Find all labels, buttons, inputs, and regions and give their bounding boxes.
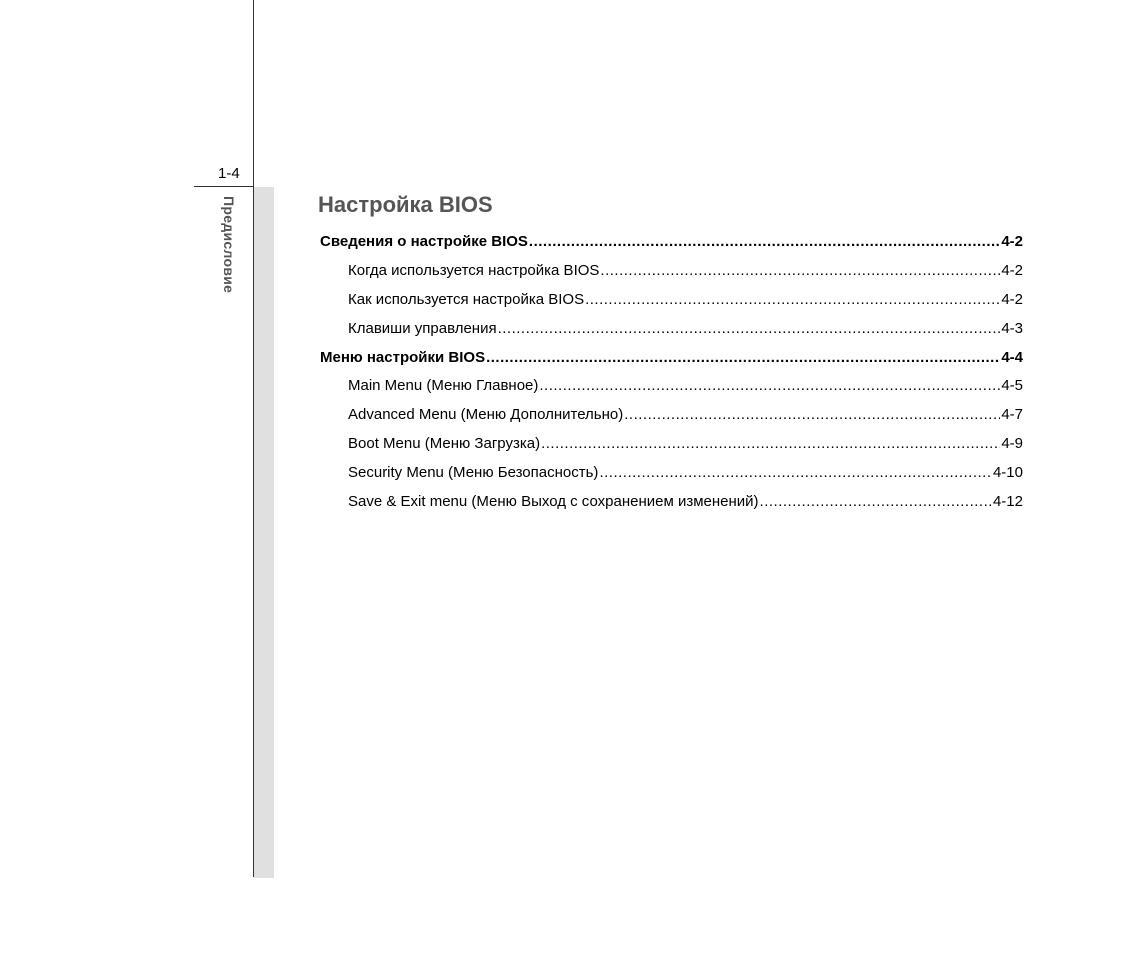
toc-leader-dots [599,464,992,481]
toc-leader-dots [585,291,1000,308]
toc-entry[interactable] [320,233,1023,262]
toc-entry[interactable] [320,262,1023,291]
toc-entry-page: 4-12 [992,493,1023,511]
toc-entry[interactable] [320,406,1023,435]
toc-entry-page: 4-2 [1001,261,1023,279]
toc-entry-page: 4-2 [1001,290,1023,308]
toc-entry-page: 4-2 [1001,233,1023,250]
toc-entry-page: 4-9 [1001,435,1023,453]
toc-entry-text: Как используется настройка BIOS [348,290,585,308]
toc-leader-dots [624,406,1000,423]
toc-leader-dots [486,349,1000,366]
toc-leader-dots [600,262,1000,279]
toc-entry-text: Save & Exit menu (Меню Выход с сохранением изменений) [348,493,759,511]
table-of-contents [320,233,1023,522]
toc-entry[interactable] [320,377,1023,406]
toc-entry[interactable] [320,291,1023,320]
toc-leader-dots [760,493,992,510]
toc-leader-dots [529,233,1000,250]
page-number: 1-4 [218,165,240,182]
toc-entry-page: 4-4 [1001,348,1023,366]
toc-entry-text: Main Menu (Меню Главное) [348,377,539,395]
toc-entry[interactable] [320,320,1023,349]
toc-entry-text: Меню настройки BIOS [320,348,486,366]
toc-entry[interactable] [320,493,1023,522]
toc-entry[interactable] [320,349,1023,378]
toc-entry[interactable] [320,435,1023,464]
page-number-rule [194,186,254,187]
toc-entry-text: Когда используется настройка BIOS [348,261,600,279]
toc-leader-dots [498,320,1001,337]
toc-entry-page: 4-10 [992,464,1023,482]
toc-entry-page: 4-7 [1001,406,1023,424]
toc-entry-text: Advanced Menu (Меню Дополнительно) [348,406,624,424]
section-tab-label: Предисловие [221,196,237,294]
toc-entry-text: Boot Menu (Меню Загрузка) [348,435,541,453]
page-title: Настройка BIOS [318,192,493,217]
toc-entry-text: Клавиши управления [348,319,497,337]
toc-entry[interactable] [320,464,1023,493]
toc-entry-page: 4-3 [1001,319,1023,337]
toc-leader-dots [541,435,1000,452]
toc-entry-text: Security Menu (Меню Безопасность) [348,464,599,482]
toc-entry-text: Сведения о настройке BIOS [320,233,528,250]
toc-entry-page: 4-5 [1001,377,1023,395]
side-band [254,187,274,878]
toc-leader-dots [539,377,1000,394]
